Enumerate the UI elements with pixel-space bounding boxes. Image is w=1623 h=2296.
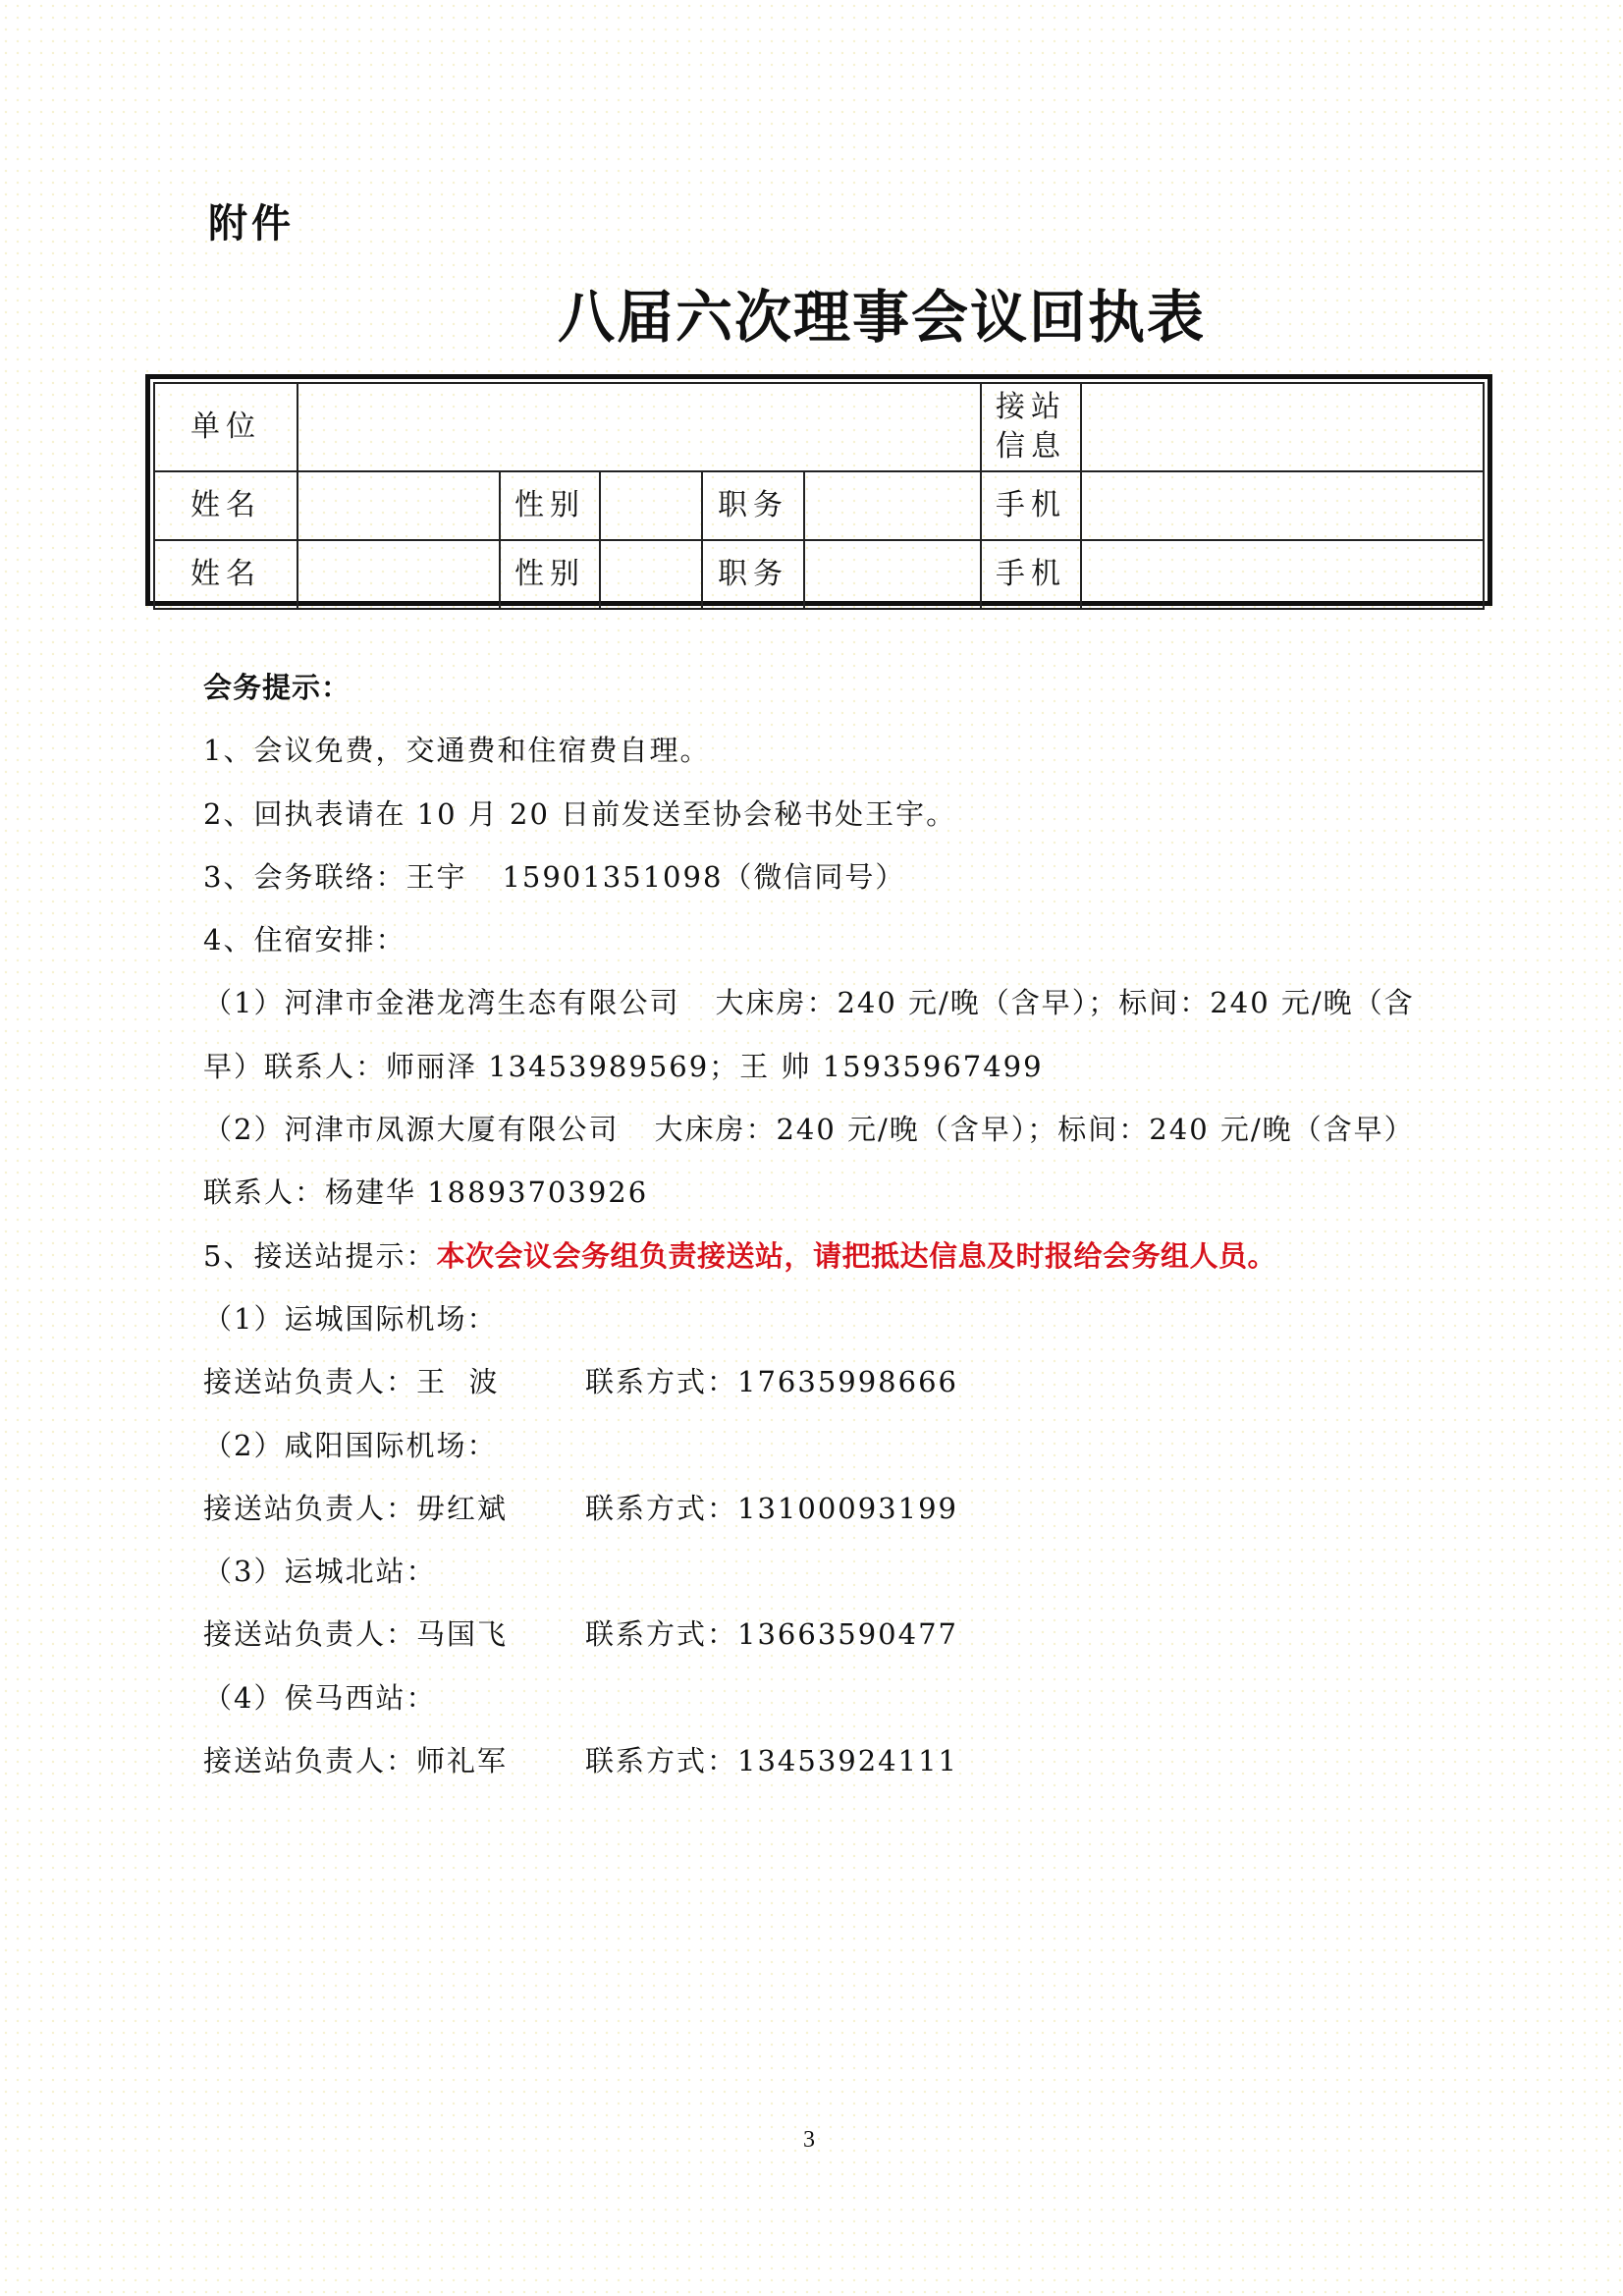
contact-label: 联系方式： bbox=[585, 1744, 738, 1778]
name-label: 姓名 bbox=[154, 471, 298, 540]
hotel-2 bbox=[203, 1098, 1480, 1161]
hotel-1-rates: 大床房：240 元/晚（含早）；标间：240 元/晚（含 bbox=[715, 986, 1415, 1020]
form-row-person-2 bbox=[154, 540, 1484, 609]
contact-phone: 15901351098（微信同号） bbox=[502, 859, 906, 894]
contact-phone: 13663590477 bbox=[737, 1617, 958, 1652]
note-item-2: 2、回执表请在 10 月 20 日前发送至协会秘书处王宇。 bbox=[203, 796, 957, 831]
unit-label: 单位 bbox=[154, 383, 298, 471]
phone-label: 手机 bbox=[981, 471, 1081, 540]
person-label: 接送站负责人： bbox=[203, 1744, 417, 1778]
hotel-1 bbox=[203, 971, 1480, 1034]
note-item-1: 1、会议免费，交通费和住宿费自理。 bbox=[203, 734, 711, 768]
hotel-1-contact: 早）联系人：师丽泽 13453989569；王 帅 15935967499 bbox=[203, 1049, 1044, 1083]
person-name: 师礼军 bbox=[416, 1744, 509, 1778]
contact-phone: 13100093199 bbox=[737, 1491, 958, 1525]
pickup-highlight: 本次会议会务组负责接送站，请把抵达信息及时报给会务组人员。 bbox=[436, 1238, 1276, 1273]
phone-label: 手机 bbox=[981, 540, 1081, 609]
gender-label: 性别 bbox=[500, 540, 600, 609]
position-label: 职务 bbox=[702, 471, 804, 540]
contact-label: 联系方式： bbox=[585, 1365, 738, 1399]
person-label: 接送站负责人： bbox=[203, 1617, 417, 1652]
hotel-2-rates: 大床房：240 元/晚（含早）；标间：240 元/晚（含早） bbox=[654, 1113, 1415, 1147]
attachment-label: 附件 bbox=[208, 201, 295, 246]
person-name: 王 波 bbox=[416, 1365, 500, 1399]
note-item-4: 4、住宿安排： bbox=[203, 923, 406, 957]
station-3-contact bbox=[203, 1603, 1480, 1666]
person-name: 毋红斌 bbox=[416, 1491, 509, 1525]
name-input[interactable] bbox=[298, 471, 500, 540]
hotel-2-name: （2）河津市凤源大厦有限公司 bbox=[203, 1113, 620, 1147]
station-2-contact bbox=[203, 1477, 1480, 1540]
gender-input[interactable] bbox=[600, 540, 702, 609]
pickup-label-line1: 接站 bbox=[996, 389, 1067, 424]
meeting-notes bbox=[203, 656, 1480, 1792]
gender-label: 性别 bbox=[500, 471, 600, 540]
person-label: 接送站负责人： bbox=[203, 1365, 417, 1399]
pickup-prefix: 5、接送站提示： bbox=[203, 1238, 437, 1273]
pickup-info-label bbox=[981, 383, 1081, 471]
station-1-contact bbox=[203, 1350, 1480, 1413]
pickup-label-line2: 信息 bbox=[996, 429, 1067, 464]
receipt-form-table bbox=[145, 374, 1492, 606]
contact-phone: 17635998666 bbox=[737, 1365, 958, 1399]
name-label: 姓名 bbox=[154, 540, 298, 609]
phone-input[interactable] bbox=[1081, 471, 1484, 540]
pickup-info-input[interactable] bbox=[1081, 383, 1484, 471]
position-label: 职务 bbox=[702, 540, 804, 609]
person-label: 接送站负责人： bbox=[203, 1491, 417, 1525]
person-name: 马国飞 bbox=[416, 1617, 509, 1652]
station-2-name: （2）咸阳国际机场： bbox=[203, 1428, 498, 1462]
page-title: 八届六次理事会议回执表 bbox=[558, 284, 1207, 351]
form-row-unit bbox=[154, 383, 1484, 471]
contact-phone: 13453924111 bbox=[737, 1744, 958, 1778]
station-4-name: （4）侯马西站： bbox=[203, 1680, 437, 1715]
note-item-5 bbox=[203, 1225, 1480, 1287]
position-input[interactable] bbox=[804, 471, 981, 540]
page-number: 3 bbox=[803, 2127, 815, 2153]
contact-label: 联系方式： bbox=[585, 1617, 738, 1652]
contact-prefix: 3、会务联络：王宇 bbox=[203, 859, 467, 894]
gender-input[interactable] bbox=[600, 471, 702, 540]
hotel-1-name: （1）河津市金港龙湾生态有限公司 bbox=[203, 986, 680, 1020]
notes-heading: 会务提示： bbox=[203, 671, 352, 704]
hotel-2-contact: 联系人：杨建华 18893703926 bbox=[203, 1175, 649, 1210]
station-3-name: （3）运城北站： bbox=[203, 1555, 437, 1589]
phone-input[interactable] bbox=[1081, 540, 1484, 609]
unit-input[interactable] bbox=[298, 383, 981, 471]
form-row-person-1 bbox=[154, 471, 1484, 540]
contact-label: 联系方式： bbox=[585, 1491, 738, 1525]
name-input[interactable] bbox=[298, 540, 500, 609]
position-input[interactable] bbox=[804, 540, 981, 609]
note-item-3 bbox=[203, 846, 1480, 908]
station-4-contact bbox=[203, 1729, 1480, 1792]
station-1-name: （1）运城国际机场： bbox=[203, 1301, 498, 1336]
